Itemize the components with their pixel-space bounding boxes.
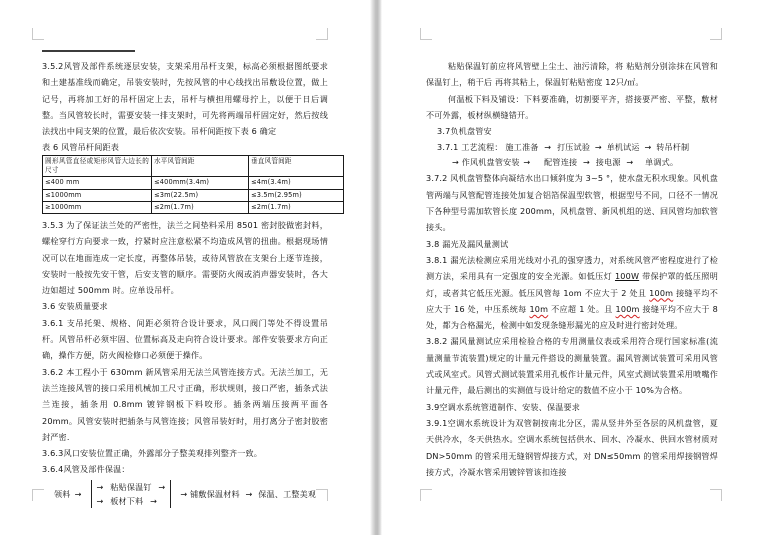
flow-step-2: 打压试验 xyxy=(557,142,591,153)
paragraph-3-7-2: 3.7.2 风机盘管整体向凝结水出口倾斜度为 3~5 °，使水盘无积水现象。风机盘管两端与风管配管连接处加复合铝箔保温型软管，根据型号不同，口径不一情况下各种型号需加软管长度 200mm，风机盘管、新风机组的送、回风管均加软管接头。 xyxy=(426,173,718,233)
flow-arrow-icon: → xyxy=(544,142,552,153)
left-page-body xyxy=(42,58,328,508)
table-header-cell-vertical: 垂直风管间距 xyxy=(249,155,344,176)
heading-3-6: 3.6 安装质量要求 xyxy=(42,301,108,312)
table-cell: ≤3.5m(2.95m) xyxy=(249,189,344,201)
flow-arrow-icon: → xyxy=(158,481,166,492)
crop-mark-top-right-icon xyxy=(710,28,722,40)
flow-line-1 xyxy=(437,140,718,155)
flow-brace-open-icon xyxy=(91,480,92,508)
paragraph-3-5-3: 3.5.3 为了保证法兰处的严密性，法兰之间垫料采用 8501 密封胶做密封料，螺栓穿行方向要求一致，拧紧时应注意松紧不均造成风管的扭曲。根据现场情况可以在地面连成一定长度，再整体吊装，或待风管放在支架台上逐节连接，安装时一般按先安干管，后安支管的顺序。需要防火阀或消声器安装时，各大边如超过 500mm 时。应单设吊杆。 xyxy=(42,220,328,296)
annotated-term: 100W xyxy=(614,271,640,282)
table-cell: ≤400 mm xyxy=(43,177,152,189)
table-cell: ≤4m(3.4m) xyxy=(249,177,344,189)
page-left xyxy=(0,0,370,535)
annotated-term: 10m xyxy=(529,303,549,314)
flow-branch-row xyxy=(97,494,166,508)
flow-step-7: 接电源 xyxy=(595,157,621,168)
paragraph-3-6-4: 3.6.4风管及部件保温： xyxy=(42,464,130,475)
table-cell: ≤400mm(3.4m) xyxy=(152,177,249,189)
fan-coil-process-flow xyxy=(426,140,718,170)
flow-branch-row xyxy=(97,480,166,494)
table-cell: ≤1000mm xyxy=(43,189,152,201)
flow-arrow-icon: → xyxy=(644,142,652,153)
heading-3-8: 3.8 漏光及漏风量测试 xyxy=(426,238,509,249)
heading-3-9: 3.9空调水系统管道制作、安装、保温要求 xyxy=(426,401,581,412)
annotated-term: 100m xyxy=(649,287,674,298)
flow-arrow-icon: → xyxy=(626,157,634,168)
flow-arrow-icon: → xyxy=(150,495,158,506)
table-header-row xyxy=(43,155,344,176)
paragraph-3-6-1: 3.6.1 支吊托架、规格、间距必须符合设计要求，风口阀门等处不得设置吊杆。风管吊杆必须牢固、位置标高及走向符合设计要求。部件安装要求方向正确，操作方便，防火阀检修口必须便于操作。 xyxy=(42,317,328,361)
flow-line-2 xyxy=(452,155,718,170)
flow-step-8: 单调式。 xyxy=(645,157,679,168)
table-cell: ≤2m(1.7m) xyxy=(152,201,249,213)
flow-arrow-icon: → xyxy=(523,157,531,168)
paragraph-3-5-2: 3.5.2风管及部件系统逐层安装，支架采用吊杆支架，标高必须根据图纸要求和土建基准线而确定，吊装安装时，先按风管的中心线找出吊敷设位置，做上记号，再将加工好的吊杆固定上去，吊杆与横担用螺母拧上，以便于日后调整。当风管较长时，需要安装一排支架时，可先将两端吊杆固定好，然后按线法找出中间支架的位置，最后依次安装。吊杆间距按下表 6 确定 xyxy=(42,61,328,137)
flow-arrow-icon: → xyxy=(96,495,104,506)
paragraph-3-9-1: 3.9.1空调水系统设计为双管制按南北分区，需从竖井外至各层的风机盘管，夏天供冷水，冬天供热水。空调水系统包括供水、回水、冷凝水、供回水管材质对 DN>50mm 的管采用无缝钢管焊接方式，对 DN≤50mm 的管采用焊接钢管焊接方式，冷凝水管采用镀锌管该扣连接 xyxy=(426,417,718,477)
paragraph-3-8-1: 3.8.1 漏光法检测应采用光线对小孔的强穿透力，对系统风管严密程度进行了检测方法，采用具有一定强度的安全光源。如低压灯 100W 带保护罩的低压照明灯，或者其它低压光源。低压风管每 1om 不应大于 2 处且 100m 接缝平均不应大于 16 处，中压系统每 10m 不应超 1 处。且 100m 接缝平均不应大于 8 处，都为合格漏光，检测中如发现条缝形漏光的应及时进行密封处理。 xyxy=(426,254,719,331)
table-row xyxy=(43,177,344,189)
table-row xyxy=(43,189,344,201)
flow-step-1: 施工准备 xyxy=(505,142,539,153)
flow-step-4: 转吊杆制 xyxy=(656,142,690,153)
table-cell: ≤3m(22.5m) xyxy=(152,189,249,201)
paragraph-3-6-2: 3.6.2 本工程小于 630mm 新风管采用无法兰风管连接方式。无法兰加工，无法兰连接风管的接口采用机械加工尺寸正确，形状规则，接口严密，插条式法兰连接，插条用 0.8mm 镀锌钢板下料咬形。插条两端压接两平面各 20mm。风管安装时把插条与风管连接；风管吊装好时，用打离分子密封胶密封严密. xyxy=(42,366,328,442)
table-cell: ≤2m(1.7m) xyxy=(249,201,344,213)
table-caption: 表 6 风管吊杆间距表 xyxy=(42,142,120,153)
table-header-cell-diameter: 圆形风管直径或矩形风管大边长的尺寸 xyxy=(43,155,152,176)
flow-arrow-icon: → xyxy=(583,157,590,168)
flow-tail xyxy=(180,486,316,502)
flow-arrow-icon: → xyxy=(245,488,253,499)
crop-mark-bottom-left-icon xyxy=(420,489,432,501)
crop-mark-top-right-icon xyxy=(316,28,328,40)
flow-arrow-icon: → xyxy=(180,488,188,499)
flow-label: 3.7.1 工艺流程： xyxy=(437,142,503,153)
annotated-term: 100m xyxy=(615,303,640,314)
right-page-body xyxy=(426,58,718,480)
flow-branch-list xyxy=(97,480,166,508)
paragraph-insulation-nails: 粘贴保温钉前应将风管壁上尘土、油污清除，将 粘贴剂分别涂抹在风管和保温钉上，稍干后 再将其粘上，保温钉粘贴密度 12只/㎡。 xyxy=(426,61,718,88)
table-header-cell-horizontal: 水平风管间距 xyxy=(152,155,249,176)
flow-start-label: 领料 xyxy=(54,488,71,499)
flow-branch-label: 粘贴保温钉 xyxy=(110,481,152,492)
crop-mark-top-left-icon xyxy=(32,28,44,40)
insulation-flow-diagram xyxy=(54,480,328,508)
paragraph-3-8-2: 3.8.2 漏风量测试应采用检验合格的专用测量仪表或采用符合现行国家标准(流量测量节流装置)规定的计量元件搭设的测量装置。漏风管测试装置可采用风管式或风室式。风管式测试装置采用孔板作计量元件，风室式测试装置采用喷嘴作计量元件，最后测出的实测值与设计给定的数值不应小于 10%为合格。 xyxy=(426,336,718,396)
flow-step-6: 配管连接 xyxy=(544,157,578,168)
paragraph-3-6-3: 3.6.3风口安装位置正确，外露部分子整美观排列整齐一致。 xyxy=(42,448,263,459)
flow-branch-label: 板材下料 xyxy=(110,495,144,506)
flow-arrow-icon: → xyxy=(96,481,104,492)
table-cell: ≥1000mm xyxy=(43,201,152,213)
flow-step-3: 单机试运 xyxy=(606,142,640,153)
page-right xyxy=(382,0,760,535)
paragraph-board-cutting: 何温板下料及铺设：下料要准确，切割要平齐，搭接要严密、平整，敷材不可外露，板材纵横缝错开。 xyxy=(426,93,718,120)
page-gutter-divider xyxy=(370,0,382,535)
crop-mark-top-left-icon xyxy=(420,28,432,40)
header-rule xyxy=(42,50,135,52)
crop-mark-bottom-right-icon xyxy=(710,489,722,501)
hanger-spacing-table xyxy=(42,155,344,214)
flow-step-5: 作风机盘管安装 xyxy=(461,157,520,168)
flow-brace-close-icon xyxy=(170,480,171,508)
flow-tail-label-2: 保温、工整美观 xyxy=(258,488,317,499)
flow-tail-label-1: 铺敷保温材料 xyxy=(190,488,240,499)
heading-3-7: 3.7负机盘管安 xyxy=(437,126,492,137)
flow-arrow-icon: → xyxy=(452,157,459,168)
table-row xyxy=(43,201,344,213)
flow-arrow-icon: → xyxy=(74,488,82,499)
flow-arrow-icon: → xyxy=(594,142,602,153)
